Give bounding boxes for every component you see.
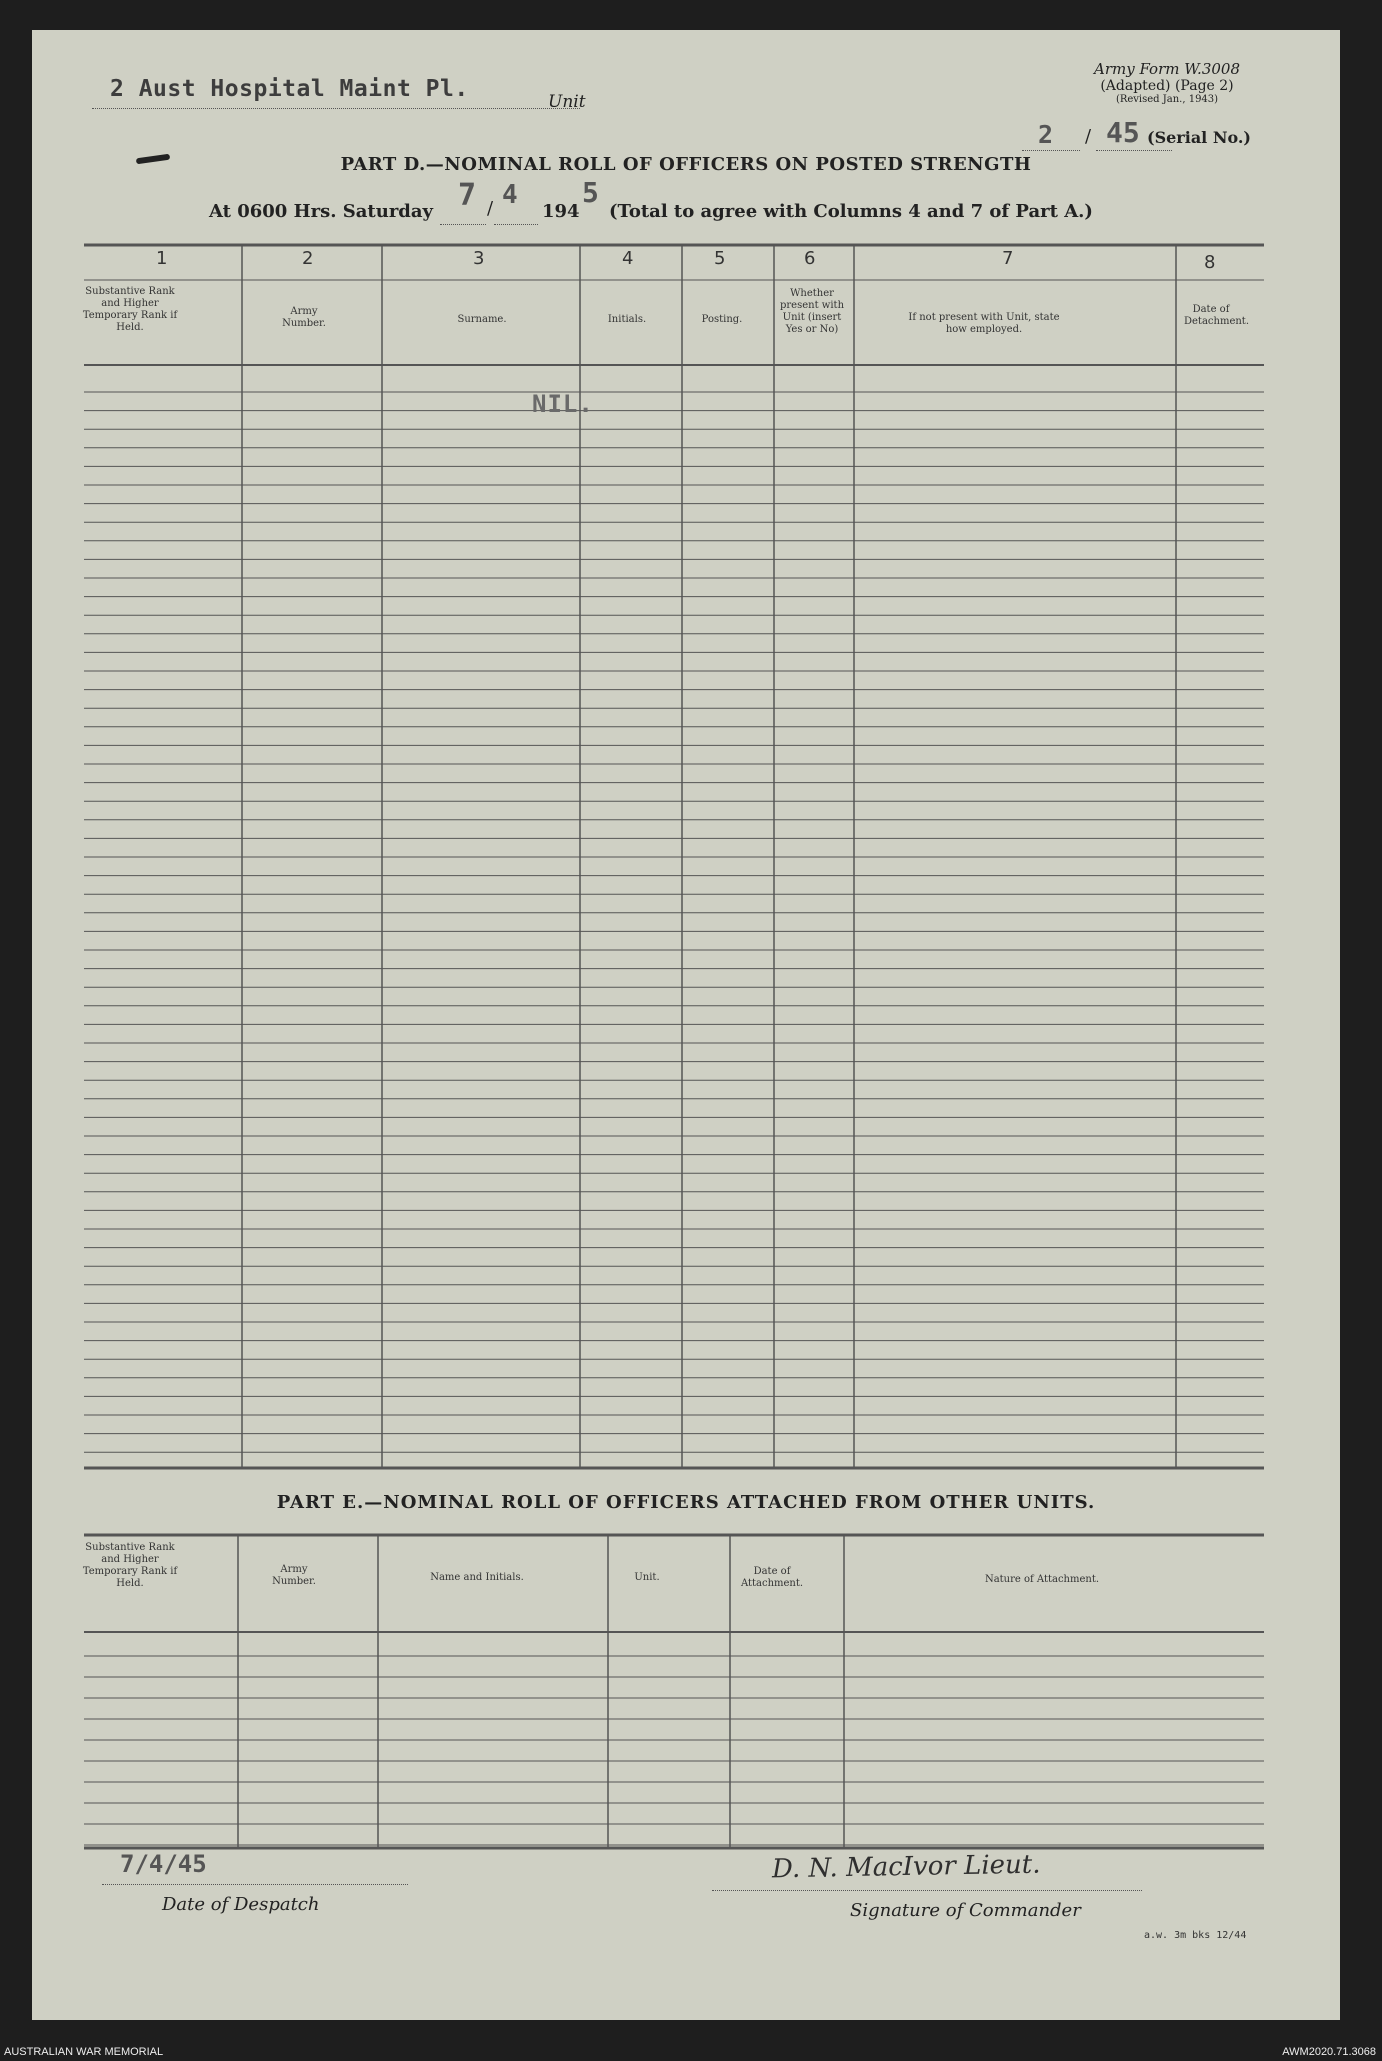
col-label-4: Initials. bbox=[607, 314, 647, 325]
col-label-8: Date of Detachment. bbox=[1184, 304, 1249, 327]
e-col-label-2: Army Number. bbox=[272, 1564, 316, 1587]
col-label-1: Substantive Rank and Higher Temporary Rank if Held. bbox=[82, 286, 178, 333]
form-revised: (Revised Jan., 1943) bbox=[1115, 94, 1219, 105]
col-label-7: If not present with Unit, state how employed. bbox=[908, 312, 1060, 335]
signature-label: Signature of Commander bbox=[850, 1900, 1081, 1921]
nil-entry: NIL. bbox=[532, 390, 594, 418]
credit-right: AWM2020.71.3068 bbox=[1282, 2046, 1376, 2058]
col-num-7: 7 bbox=[1002, 248, 1014, 269]
col-label-6: Whether present with Unit (insert Yes or No) bbox=[780, 288, 845, 335]
year-digit: 5 bbox=[582, 176, 599, 209]
col-num-2: 2 bbox=[302, 248, 314, 269]
form-adapted: (Adapted) (Page 2) bbox=[1100, 78, 1234, 94]
col-num-8: 8 bbox=[1204, 252, 1216, 273]
serial-label: (Serial No.) bbox=[1147, 128, 1251, 147]
col-label-3: Surname. bbox=[457, 314, 507, 325]
serial-slash: / bbox=[1085, 126, 1092, 147]
signature-underline bbox=[712, 1890, 1142, 1891]
col-num-5: 5 bbox=[714, 248, 726, 269]
unit-label: Unit bbox=[548, 92, 586, 112]
e-col-label-1: Substantive Rank and Higher Temporary Rank if Held. bbox=[82, 1542, 178, 1589]
year-prefix: 194 bbox=[542, 201, 580, 222]
despatch-date: 7/4/45 bbox=[120, 1850, 207, 1878]
print-code: a.w. 3m bks 12/44 bbox=[1144, 1930, 1247, 1941]
despatch-underline bbox=[102, 1884, 408, 1885]
serial-part-b: 45 bbox=[1106, 116, 1140, 149]
form-page bbox=[32, 30, 1340, 2020]
total-note: (Total to agree with Columns 4 and 7 of Part A.) bbox=[609, 201, 1093, 222]
col-label-2: Army Number. bbox=[282, 306, 326, 329]
e-col-label-5: Date of Attachment. bbox=[740, 1566, 804, 1589]
e-col-label-3: Name and Initials. bbox=[430, 1572, 524, 1583]
date-slash: / bbox=[487, 198, 494, 219]
serial-part-a: 2 bbox=[1038, 120, 1054, 149]
col-num-1: 1 bbox=[156, 248, 168, 269]
commander-signature: D. N. MacIvor Lieut. bbox=[771, 1849, 1041, 1885]
col-num-3: 3 bbox=[473, 248, 485, 269]
col-num-6: 6 bbox=[804, 248, 816, 269]
at-label: At 0600 Hrs. Saturday bbox=[209, 201, 434, 222]
part-d-table bbox=[32, 30, 1340, 2020]
despatch-label: Date of Despatch bbox=[162, 1894, 320, 1915]
part-e-title: PART E.—NOMINAL ROLL OF OFFICERS ATTACHED FROM OTHER UNITS. bbox=[276, 1492, 1096, 1513]
col-label-5: Posting. bbox=[701, 314, 743, 325]
form-number: Army Form W.3008 bbox=[1094, 60, 1240, 78]
unit-value: 2 Aust Hospital Maint Pl. bbox=[110, 76, 469, 102]
month-value: 4 bbox=[502, 180, 518, 210]
col-num-4: 4 bbox=[622, 248, 634, 269]
e-col-label-6: Nature of Attachment. bbox=[984, 1574, 1100, 1585]
credit-left: AUSTRALIAN WAR MEMORIAL bbox=[4, 2046, 164, 2058]
day-value: 7 bbox=[458, 178, 477, 213]
part-d-title: PART D.—NOMINAL ROLL OF OFFICERS ON POSTED STRENGTH bbox=[340, 154, 1032, 175]
e-col-label-4: Unit. bbox=[634, 1572, 660, 1583]
